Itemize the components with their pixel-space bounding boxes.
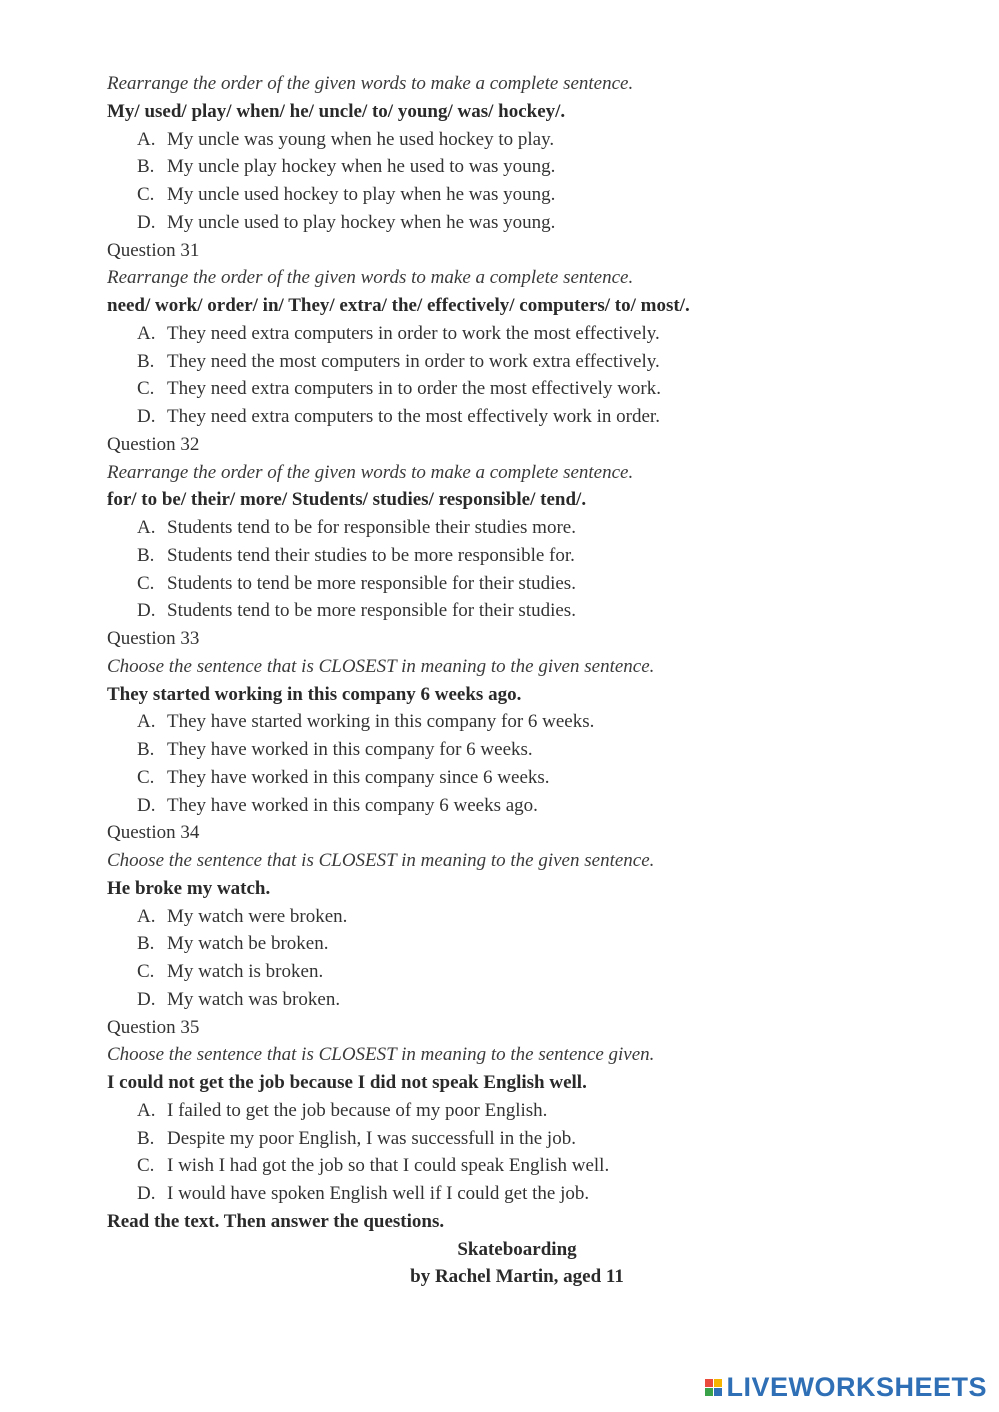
- question-35-option-c[interactable]: [107, 1152, 907, 1180]
- question-33-option-b[interactable]: [107, 736, 907, 764]
- option-letter: D.: [137, 794, 156, 816]
- question-35-option-d[interactable]: [107, 1180, 907, 1208]
- question-31-option-a[interactable]: [107, 320, 907, 348]
- liveworksheets-logo: [705, 1372, 987, 1402]
- question-32-option-b[interactable]: [107, 542, 907, 570]
- option-letter: A.: [137, 1099, 156, 1121]
- option-text: They need extra computers to the most effectively work in order.: [167, 406, 660, 427]
- option-text: My uncle used to play hockey when he was young.: [167, 211, 556, 233]
- option-letter: C.: [137, 961, 155, 982]
- option-text: My uncle play hockey when he used to was young.: [167, 156, 556, 178]
- option-text: My uncle was young when he used hockey to play.: [167, 128, 555, 150]
- option-text: I failed to get the job because of my poor English.: [167, 1099, 548, 1121]
- option-letter: C.: [137, 1155, 155, 1177]
- option-letter: B.: [137, 350, 155, 372]
- reading-title: Skateboarding: [457, 1238, 577, 1260]
- question-32-instruction: Rearrange the order of the given words to make a complete sentence.: [107, 461, 634, 483]
- option-letter: B.: [137, 544, 155, 566]
- option-text: Students tend their studies to be more responsible for.: [167, 544, 575, 566]
- question-32-option-a[interactable]: [107, 514, 907, 542]
- reading-instruction: Read the text. Then answer the questions.: [107, 1210, 445, 1232]
- option-text: They need extra computers in order to work the most effectively.: [167, 322, 660, 344]
- option-letter: D.: [137, 600, 156, 622]
- question-30-option-c[interactable]: [107, 181, 907, 209]
- question-33-option-a[interactable]: [107, 708, 907, 736]
- reading-byline: by Rachel Martin, aged 11: [410, 1266, 624, 1288]
- option-text: They have worked in this company 6 weeks ago.: [167, 794, 538, 816]
- option-letter: B.: [137, 156, 155, 178]
- question-31-prompt: need/ work/ order/ in/ They/ extra/ the/ effectively/ computers/ to/ most/.: [107, 295, 690, 316]
- question-30-instruction: Rearrange the order of the given words to make a complete sentence.: [107, 73, 634, 94]
- logo-text: LIVEWORKSHEETS: [726, 1371, 987, 1402]
- option-letter: C.: [137, 572, 155, 594]
- option-text: I wish I had got the job so that I could speak English well.: [167, 1155, 610, 1177]
- option-letter: A.: [137, 517, 156, 538]
- option-text: Despite my poor English, I was successfull in the job.: [167, 1127, 576, 1149]
- logo-square-green: [705, 1388, 713, 1396]
- question-35-instruction: Choose the sentence that is CLOSEST in meaning to the sentence given.: [107, 1044, 655, 1066]
- question-31-option-b[interactable]: [107, 348, 907, 376]
- question-31-label: Question 31: [107, 239, 200, 261]
- option-letter: A.: [137, 711, 156, 733]
- option-text: My watch was broken.: [167, 988, 341, 1010]
- question-32-prompt: for/ to be/ their/ more/ Students/ studies/ responsible/ tend/.: [107, 489, 587, 511]
- question-31-option-d[interactable]: [107, 403, 907, 431]
- question-32-option-d[interactable]: [107, 597, 907, 625]
- question-34-option-a[interactable]: [107, 903, 907, 931]
- option-text: My watch be broken.: [167, 933, 329, 955]
- option-letter: D.: [137, 406, 156, 427]
- question-35-label: Question 35: [107, 1016, 200, 1038]
- option-text: Students tend to be more responsible for their studies.: [167, 600, 576, 622]
- option-text: Students tend to be for responsible their studies more.: [167, 517, 576, 538]
- option-text: They need extra computers in to order the most effectively work.: [167, 378, 662, 400]
- option-letter: D.: [137, 211, 156, 233]
- option-letter: A.: [137, 322, 156, 344]
- question-35-option-a[interactable]: [107, 1097, 907, 1125]
- option-text: They have worked in this company since 6 weeks.: [167, 766, 550, 788]
- option-text: They need the most computers in order to work extra effectively.: [167, 350, 660, 372]
- option-letter: A.: [137, 128, 156, 150]
- question-34-option-c[interactable]: [107, 958, 907, 986]
- question-31-option-c[interactable]: [107, 375, 907, 403]
- logo-mark-icon: [705, 1379, 722, 1396]
- option-letter: A.: [137, 905, 156, 927]
- option-letter: D.: [137, 988, 156, 1010]
- question-33-option-d[interactable]: [107, 792, 907, 820]
- option-letter: C.: [137, 766, 155, 788]
- question-34-label: Question 34: [107, 822, 200, 844]
- question-30-option-a[interactable]: [107, 126, 907, 154]
- question-32-option-c[interactable]: [107, 570, 907, 598]
- option-text: Students to tend be more responsible for their studies.: [167, 572, 576, 594]
- question-33-label: Question 33: [107, 628, 200, 649]
- question-34-option-d[interactable]: [107, 986, 907, 1014]
- option-text: My uncle used hockey to play when he was young.: [167, 184, 556, 205]
- logo-square-yellow: [714, 1379, 722, 1387]
- question-34-option-b[interactable]: [107, 930, 907, 958]
- question-30-option-d[interactable]: [107, 209, 907, 237]
- question-34-prompt: He broke my watch.: [107, 877, 271, 899]
- option-text: They have started working in this company for 6 weeks.: [167, 711, 595, 733]
- question-33-option-c[interactable]: [107, 764, 907, 792]
- option-letter: B.: [137, 739, 155, 760]
- question-30-option-b[interactable]: [107, 153, 907, 181]
- option-text: I would have spoken English well if I could get the job.: [167, 1183, 590, 1204]
- option-letter: D.: [137, 1183, 156, 1204]
- option-letter: C.: [137, 184, 155, 205]
- option-text: My watch is broken.: [167, 961, 324, 982]
- logo-square-blue: [714, 1388, 722, 1396]
- option-text: They have worked in this company for 6 weeks.: [167, 739, 533, 760]
- question-35-option-b[interactable]: [107, 1125, 907, 1153]
- question-35-prompt: I could not get the job because I did not speak English well.: [107, 1072, 587, 1093]
- question-32-label: Question 32: [107, 433, 200, 455]
- option-letter: B.: [137, 1127, 155, 1149]
- question-34-instruction: Choose the sentence that is CLOSEST in meaning to the given sentence.: [107, 850, 655, 871]
- option-letter: C.: [137, 378, 155, 400]
- option-text: My watch were broken.: [167, 905, 348, 927]
- question-33-instruction: Choose the sentence that is CLOSEST in meaning to the given sentence.: [107, 655, 655, 677]
- question-30-prompt: My/ used/ play/ when/ he/ uncle/ to/ young/ was/ hockey/.: [107, 100, 566, 122]
- option-letter: B.: [137, 933, 155, 955]
- question-31-instruction: Rearrange the order of the given words to make a complete sentence.: [107, 267, 634, 289]
- question-33-prompt: They started working in this company 6 weeks ago.: [107, 683, 522, 705]
- logo-square-red: [705, 1379, 713, 1387]
- worksheet-page: [107, 70, 907, 1291]
